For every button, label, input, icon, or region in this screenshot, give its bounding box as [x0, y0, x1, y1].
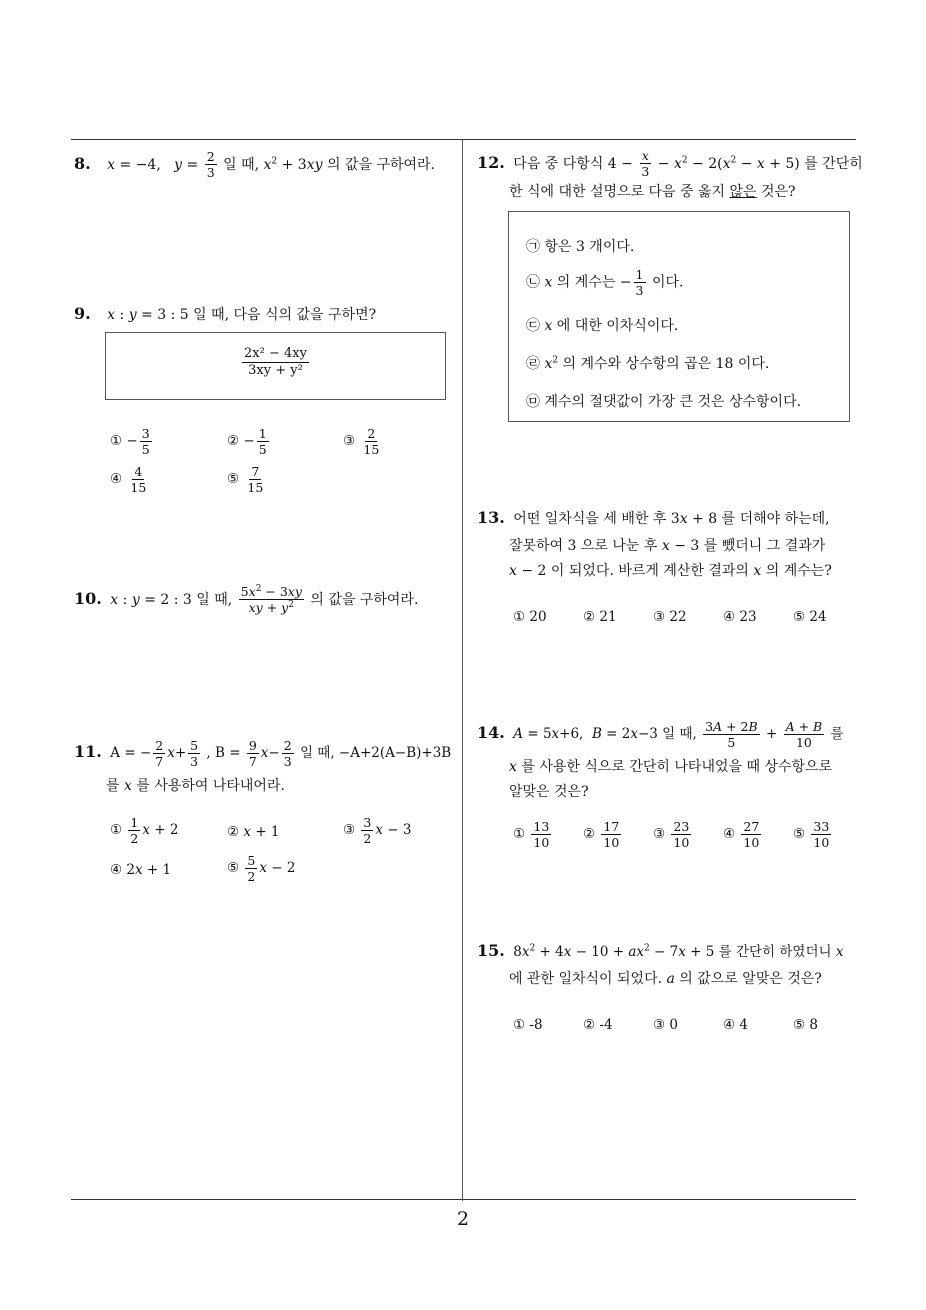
choice-3[interactable]: ③ $\frac{2}{15}$ [343, 426, 380, 458]
choice-1[interactable]: ① − $\frac{3}{5}$ [110, 426, 150, 458]
choice-4[interactable]: ④ 4 [723, 1017, 748, 1033]
question-9 [74, 304, 376, 324]
expression-denominator: 3xy + y² [248, 362, 303, 378]
question-14 [477, 720, 844, 749]
page-number: 2 [456, 1208, 470, 1230]
question-text: A = − $\frac{2}{7}$ x+ $\frac{5}{3}$ , B = $\frac{9}{7}$ x− $\frac{2}{3}$ 일 때, −A+2(A−B)+3B [110, 738, 452, 770]
question-12 [477, 149, 863, 178]
choice-2[interactable]: ② − $\frac{1}{5}$ [227, 426, 267, 458]
choice-1[interactable]: ① -8 [513, 1017, 543, 1033]
choice-4[interactable]: ④ 23 [723, 609, 757, 625]
question-number: 8. [74, 153, 91, 173]
choice-4[interactable]: ④ $\frac{4}{15}$ [110, 464, 147, 496]
question-number: 14. [477, 723, 505, 743]
question-11 [74, 739, 451, 768]
question-text: x : y = 2 : 3 일 때, $\frac{5x^2 - 3xy}{xy + y^2}$ 의 값을 구하여라. [110, 584, 419, 616]
choice-4[interactable]: ④ 2x + 1 [110, 862, 172, 878]
choice-5[interactable]: ⑤ $\frac{7}{15}$ [227, 464, 264, 496]
choice-1[interactable]: ① $\frac{13}{10}$ [513, 819, 550, 851]
choice-2[interactable]: ② -4 [583, 1017, 613, 1033]
question-number: 10. [74, 588, 102, 608]
question-number: 15. [477, 941, 505, 960]
question-text-line1: A = 5x+6, B = 2x−3 일 때, $\frac{3A + 2B}{5}$ + $\frac{A + B}{10}$ 를 [513, 719, 844, 751]
question-13-line2: 잘못하여 3 으로 나눈 후 x − 3 를 뺐더니 그 결과가 [509, 538, 826, 554]
bottom-rule [71, 1199, 856, 1200]
question-14-line3: 알맞은 것은? [509, 784, 589, 800]
choice-3[interactable]: ③ 0 [653, 1017, 678, 1033]
choice-5[interactable]: ⑤ $\frac{5}{2}$ x − 2 [227, 853, 296, 885]
choice-1[interactable]: ① 20 [513, 609, 547, 625]
question-text: x : y = 3 : 5 일 때, 다음 식의 값을 구하면? [107, 307, 377, 323]
question-number: 11. [74, 742, 102, 762]
statement-4: ㉣ $x^2$ 의 계수와 상수항의 곱은 18 이다. [526, 355, 770, 372]
question-number: 9. [74, 304, 91, 323]
choice-3[interactable]: ③ $\frac{23}{10}$ [653, 819, 690, 851]
question-text-line1: $8x^2 + 4x - 10 + ax^2 - 7x + 5$ 를 간단히 하였더니 x [513, 943, 844, 960]
question-number: 13. [477, 508, 505, 527]
choice-1[interactable]: ① $\frac{1}{2}$ x + 2 [110, 815, 179, 847]
top-rule [71, 139, 856, 140]
expression-box [105, 332, 446, 400]
choice-3[interactable]: ③ $\frac{3}{2}$ x − 3 [343, 815, 412, 847]
question-text: x = −4, y = $\frac{2}{3}$ 일 때, $x^2 + 3xy$ 의 값을 구하여라. [107, 149, 435, 181]
column-divider [462, 139, 463, 1201]
choice-2[interactable]: ② $\frac{17}{10}$ [583, 819, 620, 851]
question-14-line2: x 를 사용한 식으로 간단히 나타내었을 때 상수항으로 [509, 759, 833, 775]
underline-word: 않은 [729, 184, 757, 200]
question-text-line1: 어떤 일차식을 세 배한 후 3x + 8 를 더해야 하는데, [513, 511, 830, 527]
question-number: 12. [477, 152, 505, 172]
choice-5[interactable]: ⑤ 8 [793, 1017, 818, 1033]
choice-5[interactable]: ⑤ $\frac{33}{10}$ [793, 819, 830, 851]
choice-2[interactable]: ② 21 [583, 609, 617, 625]
statement-5: ㉤ 계수의 절댓값이 가장 큰 것은 상수항이다. [526, 394, 802, 410]
question-10 [74, 585, 418, 615]
question-text-line1: 다음 중 다항식 4 − $\frac{x}{3}$ − $x^2 - 2(x^2 - x + 5)$ 를 간단히 [513, 148, 863, 180]
choice-3[interactable]: ③ 22 [653, 609, 687, 625]
statement-2: ㉡ x 의 계수는 − $\frac{1}{3}$ 이다. [526, 267, 684, 299]
question-11-line2: 를 x 를 사용하여 나타내어라. [106, 778, 285, 794]
question-15 [477, 940, 843, 960]
choice-5[interactable]: ⑤ 24 [793, 609, 827, 625]
question-13-line3: x − 2 이 되었다. 바르게 계산한 결과의 x 의 계수는? [509, 563, 832, 579]
choice-2[interactable]: ② x + 1 [227, 824, 280, 840]
statement-3: ㉢ x 에 대한 이차식이다. [526, 318, 679, 334]
question-12-line2: 한 식에 대한 설명으로 다음 중 옳지 않은 것은? [509, 184, 796, 200]
question-15-line2: 에 관한 일차식이 되었다. a 의 값으로 알맞은 것은? [509, 971, 822, 987]
question-8 [74, 150, 435, 179]
question-13 [477, 508, 830, 528]
choice-4[interactable]: ④ $\frac{27}{10}$ [723, 819, 760, 851]
statement-1: ㉠ 항은 3 개이다. [526, 239, 635, 255]
expression-numerator: 2x² − 4xy [244, 346, 307, 361]
